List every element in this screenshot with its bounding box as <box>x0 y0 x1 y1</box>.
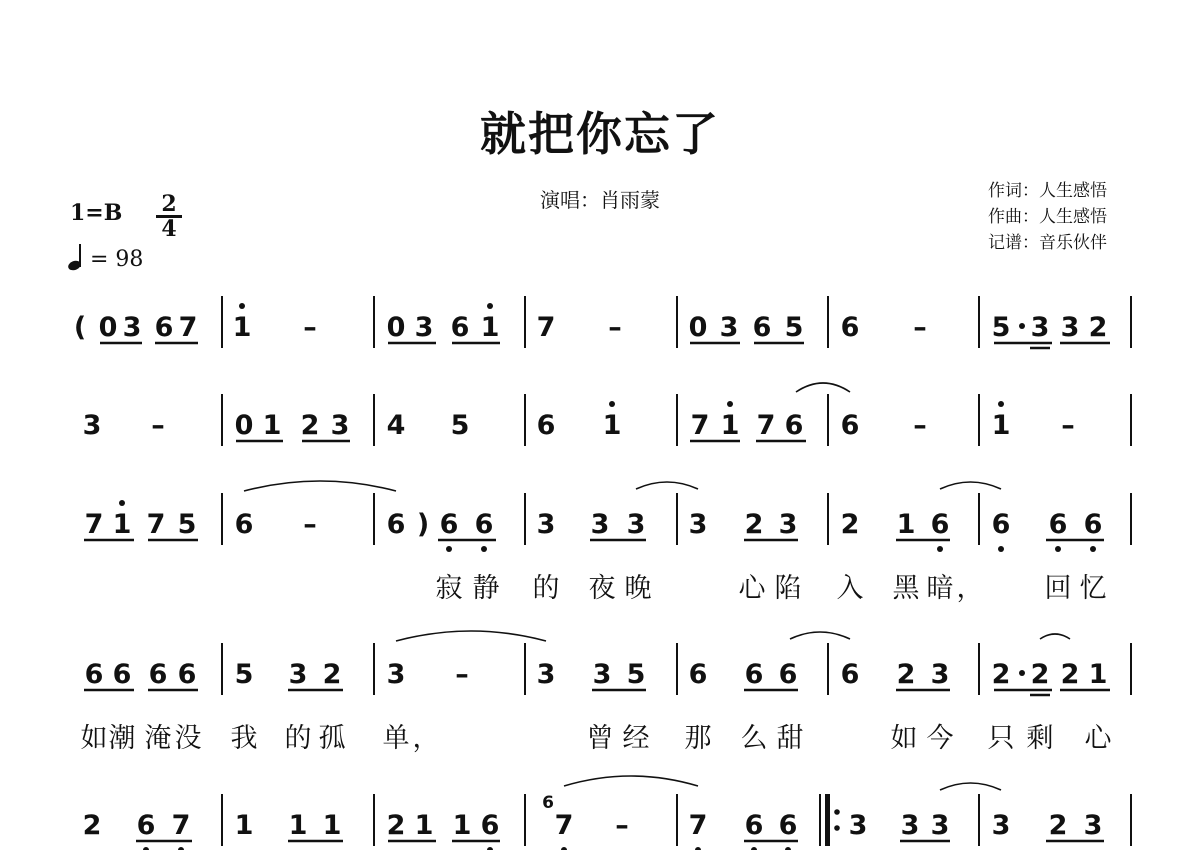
score-system <box>83 401 1075 441</box>
lyric-char: 曾 <box>586 723 614 754</box>
slur-tie <box>396 631 546 641</box>
jianpu-note: 3 <box>536 509 556 540</box>
time-signature-top: 2 <box>161 191 177 217</box>
jianpu-note: 1 <box>602 410 622 441</box>
octave-up-dot <box>727 401 733 407</box>
repeat-dot <box>834 825 840 831</box>
jianpu-note: 6 <box>154 312 174 343</box>
jianpu-note: 1 <box>1088 659 1108 690</box>
octave-down-dot <box>937 546 943 552</box>
lyric-char: 我 <box>230 723 258 754</box>
lyric-char: 只 <box>987 723 1015 754</box>
sustain-dash: – <box>303 312 317 343</box>
jianpu-note: 6 <box>1048 509 1068 540</box>
octave-up-dot <box>998 401 1004 407</box>
slur-tie <box>1040 634 1070 639</box>
score-system <box>81 659 1113 754</box>
jianpu-note: 3 <box>930 810 950 841</box>
sustain-dash: – <box>615 810 629 841</box>
octave-down-dot <box>998 546 1004 552</box>
lyric-char: ， <box>412 723 440 754</box>
sustain-dash: – <box>913 410 927 441</box>
jianpu-note: 2 <box>82 810 102 841</box>
jianpu-note: 6 <box>744 659 764 690</box>
jianpu-note: 6 <box>752 312 772 343</box>
jianpu-note: 2 <box>1048 810 1068 841</box>
jianpu-note: 0 <box>234 410 254 441</box>
lyric-char: 的 <box>532 573 560 604</box>
jianpu-note: 0 <box>688 312 708 343</box>
jianpu-note: 7 <box>554 810 574 841</box>
slur-tie <box>564 776 698 786</box>
lyric-char: 单 <box>382 723 410 754</box>
lyric-char: 没 <box>174 723 202 754</box>
jianpu-note: 1 <box>234 810 254 841</box>
dotted-note-dot <box>1019 323 1025 329</box>
lyric-char: 静 <box>472 573 500 604</box>
jianpu-note: 2 <box>896 659 916 690</box>
jianpu-note: 5 <box>450 410 470 441</box>
jianpu-note: 1 <box>262 410 282 441</box>
jianpu-note: 1 <box>414 810 434 841</box>
jianpu-note: 3 <box>590 509 610 540</box>
jianpu-note: 6 <box>136 810 156 841</box>
octave-up-dot <box>239 303 245 309</box>
jianpu-note: 3 <box>688 509 708 540</box>
lyric-char: 剩 <box>1026 723 1054 754</box>
sustain-dash: – <box>455 659 469 690</box>
transcriber-credit: 记谱：音乐伙伴 <box>988 233 1107 253</box>
jianpu-note: 3 <box>848 810 868 841</box>
time-signature-bottom: 4 <box>161 216 177 242</box>
repeat-thick-bar <box>825 794 830 846</box>
sustain-dash: – <box>151 410 165 441</box>
octave-down-dot <box>1055 546 1061 552</box>
jianpu-note: 6 <box>536 410 556 441</box>
jianpu-note: 3 <box>1083 810 1103 841</box>
jianpu-note: 7 <box>536 312 556 343</box>
octave-up-dot <box>609 401 615 407</box>
jianpu-note: 6 <box>450 312 470 343</box>
jianpu-note: 6 <box>148 659 168 690</box>
jianpu-note: 2 <box>840 509 860 540</box>
jianpu-note: 6 <box>840 312 860 343</box>
lyric-char: 暗 <box>926 573 954 604</box>
repeat-dot <box>834 809 840 815</box>
lyric-char: 晚 <box>624 573 652 604</box>
jianpu-note: 0 <box>386 312 406 343</box>
jianpu-note: 6 <box>778 810 798 841</box>
key-signature: 1=B <box>70 200 123 226</box>
jianpu-note: 6 <box>480 810 500 841</box>
jianpu-note: 1 <box>452 810 472 841</box>
jianpu-note: 1 <box>288 810 308 841</box>
jianpu-note: 1 <box>991 410 1011 441</box>
jianpu-note: 6 <box>474 509 494 540</box>
jianpu-note: 3 <box>1060 312 1080 343</box>
jianpu-note: 6 <box>744 810 764 841</box>
jianpu-note: 3 <box>592 659 612 690</box>
jianpu-note: 1 <box>720 410 740 441</box>
jianpu-note: 5 <box>784 312 804 343</box>
lyric-char: 今 <box>926 723 954 754</box>
lyric-char: 如 <box>890 723 918 754</box>
lyric-char: 的 <box>284 723 312 754</box>
jianpu-note: 1 <box>322 810 342 841</box>
jianpu-note: 3 <box>122 312 142 343</box>
jianpu-note: 1 <box>112 509 132 540</box>
jianpu-note: 3 <box>991 810 1011 841</box>
jianpu-note: 5 <box>234 659 254 690</box>
jianpu-note: 7 <box>756 410 776 441</box>
jianpu-note: 6 <box>778 659 798 690</box>
lyric-char: ， <box>956 573 984 604</box>
jianpu-note: 2 <box>1060 659 1080 690</box>
grace-note: 6 <box>542 793 554 813</box>
jianpu-note: 6 <box>991 509 1011 540</box>
jianpu-note: 2 <box>1088 312 1108 343</box>
lyric-char: 孤 <box>318 723 346 754</box>
lyricist-credit: 作词：人生感悟 <box>988 181 1107 201</box>
lyric-char: 回 <box>1044 573 1072 604</box>
lyric-char: 经 <box>622 723 650 754</box>
slur-tie <box>940 482 1001 489</box>
jianpu-note: 3 <box>288 659 308 690</box>
jianpu-note: 7 <box>178 312 198 343</box>
sustain-dash: – <box>913 312 927 343</box>
jianpu-note: 2 <box>386 810 406 841</box>
jianpu-note: 2 <box>322 659 342 690</box>
lyric-char: 如 <box>80 723 108 754</box>
jianpu-note: 0 <box>98 312 118 343</box>
lyric-char: 么 <box>740 723 768 754</box>
octave-up-dot <box>119 500 125 506</box>
sustain-dash: – <box>303 509 317 540</box>
jianpu-note: 5 <box>626 659 646 690</box>
sustain-dash: – <box>608 312 622 343</box>
lyric-char: 入 <box>836 573 864 604</box>
jianpu-note: 1 <box>896 509 916 540</box>
jianpu-note: 6 <box>784 410 804 441</box>
jianpu-note: 3 <box>386 659 406 690</box>
jianpu-note: 5 <box>991 312 1011 343</box>
lyric-char: 寂 <box>435 573 463 604</box>
jianpu-note: 3 <box>330 410 350 441</box>
jianpu-note: 6 <box>112 659 132 690</box>
lyric-char: 陷 <box>774 573 802 604</box>
octave-up-dot <box>487 303 493 309</box>
jianpu-note: 3 <box>626 509 646 540</box>
composer-credit: 作曲：人生感悟 <box>988 207 1107 227</box>
jianpu-note: 4 <box>386 410 406 441</box>
jianpu-note: 6 <box>386 509 406 540</box>
score-system <box>74 303 1108 343</box>
jianpu-note: 3 <box>1030 312 1050 343</box>
jianpu-note: 2 <box>991 659 1011 690</box>
jianpu-note: 3 <box>930 659 950 690</box>
jianpu-note: 5 <box>177 509 197 540</box>
singer-credit: 演唱：肖雨蒙 <box>540 188 660 212</box>
bracket-mark: ( <box>73 312 87 343</box>
lyric-char: 忆 <box>1079 573 1107 604</box>
bracket-mark: ) <box>416 509 430 540</box>
lyric-char: 那 <box>684 723 712 754</box>
jianpu-note: 7 <box>688 810 708 841</box>
tempo-value: = 98 <box>90 247 144 272</box>
jianpu-note: 6 <box>688 659 708 690</box>
score-system <box>85 500 1107 604</box>
jianpu-note: 7 <box>146 509 166 540</box>
lyric-char: 黑 <box>892 573 920 604</box>
jianpu-note: 7 <box>171 810 191 841</box>
jianpu-note: 6 <box>840 410 860 441</box>
lyric-char: 心 <box>738 573 766 604</box>
jianpu-note: 3 <box>82 410 102 441</box>
jianpu-note: 7 <box>690 410 710 441</box>
jianpu-note: 1 <box>480 312 500 343</box>
jianpu-note: 2 <box>1030 659 1050 690</box>
jianpu-note: 2 <box>300 410 320 441</box>
jianpu-note: 3 <box>536 659 556 690</box>
slur-tie <box>940 783 1001 790</box>
jianpu-note: 3 <box>900 810 920 841</box>
slur-tie <box>244 481 396 491</box>
slur-tie <box>636 482 698 489</box>
octave-down-dot <box>481 546 487 552</box>
lyric-char: 甜 <box>776 723 804 754</box>
jianpu-note: 6 <box>439 509 459 540</box>
lyric-char: 潮 <box>108 723 136 754</box>
lyric-char: 夜 <box>588 573 616 604</box>
jianpu-note: 3 <box>778 509 798 540</box>
octave-down-dot <box>1090 546 1096 552</box>
jianpu-note: 3 <box>414 312 434 343</box>
jianpu-note: 3 <box>719 312 739 343</box>
lyric-char: 淹 <box>144 723 172 754</box>
lyric-char: 心 <box>1084 723 1112 754</box>
jianpu-note: 1 <box>232 312 252 343</box>
jianpu-note: 6 <box>84 659 104 690</box>
dotted-note-dot <box>1019 670 1025 676</box>
slur-tie <box>790 632 850 639</box>
song-title: 就把你忘了 <box>480 107 720 161</box>
jianpu-note: 6 <box>840 659 860 690</box>
slur-tie <box>796 383 850 392</box>
jianpu-note: 7 <box>84 509 104 540</box>
sustain-dash: – <box>1061 410 1075 441</box>
jianpu-note: 6 <box>930 509 950 540</box>
jianpu-note: 6 <box>177 659 197 690</box>
jianpu-note: 2 <box>744 509 764 540</box>
octave-down-dot <box>446 546 452 552</box>
jianpu-note: 6 <box>1083 509 1103 540</box>
jianpu-note: 6 <box>234 509 254 540</box>
